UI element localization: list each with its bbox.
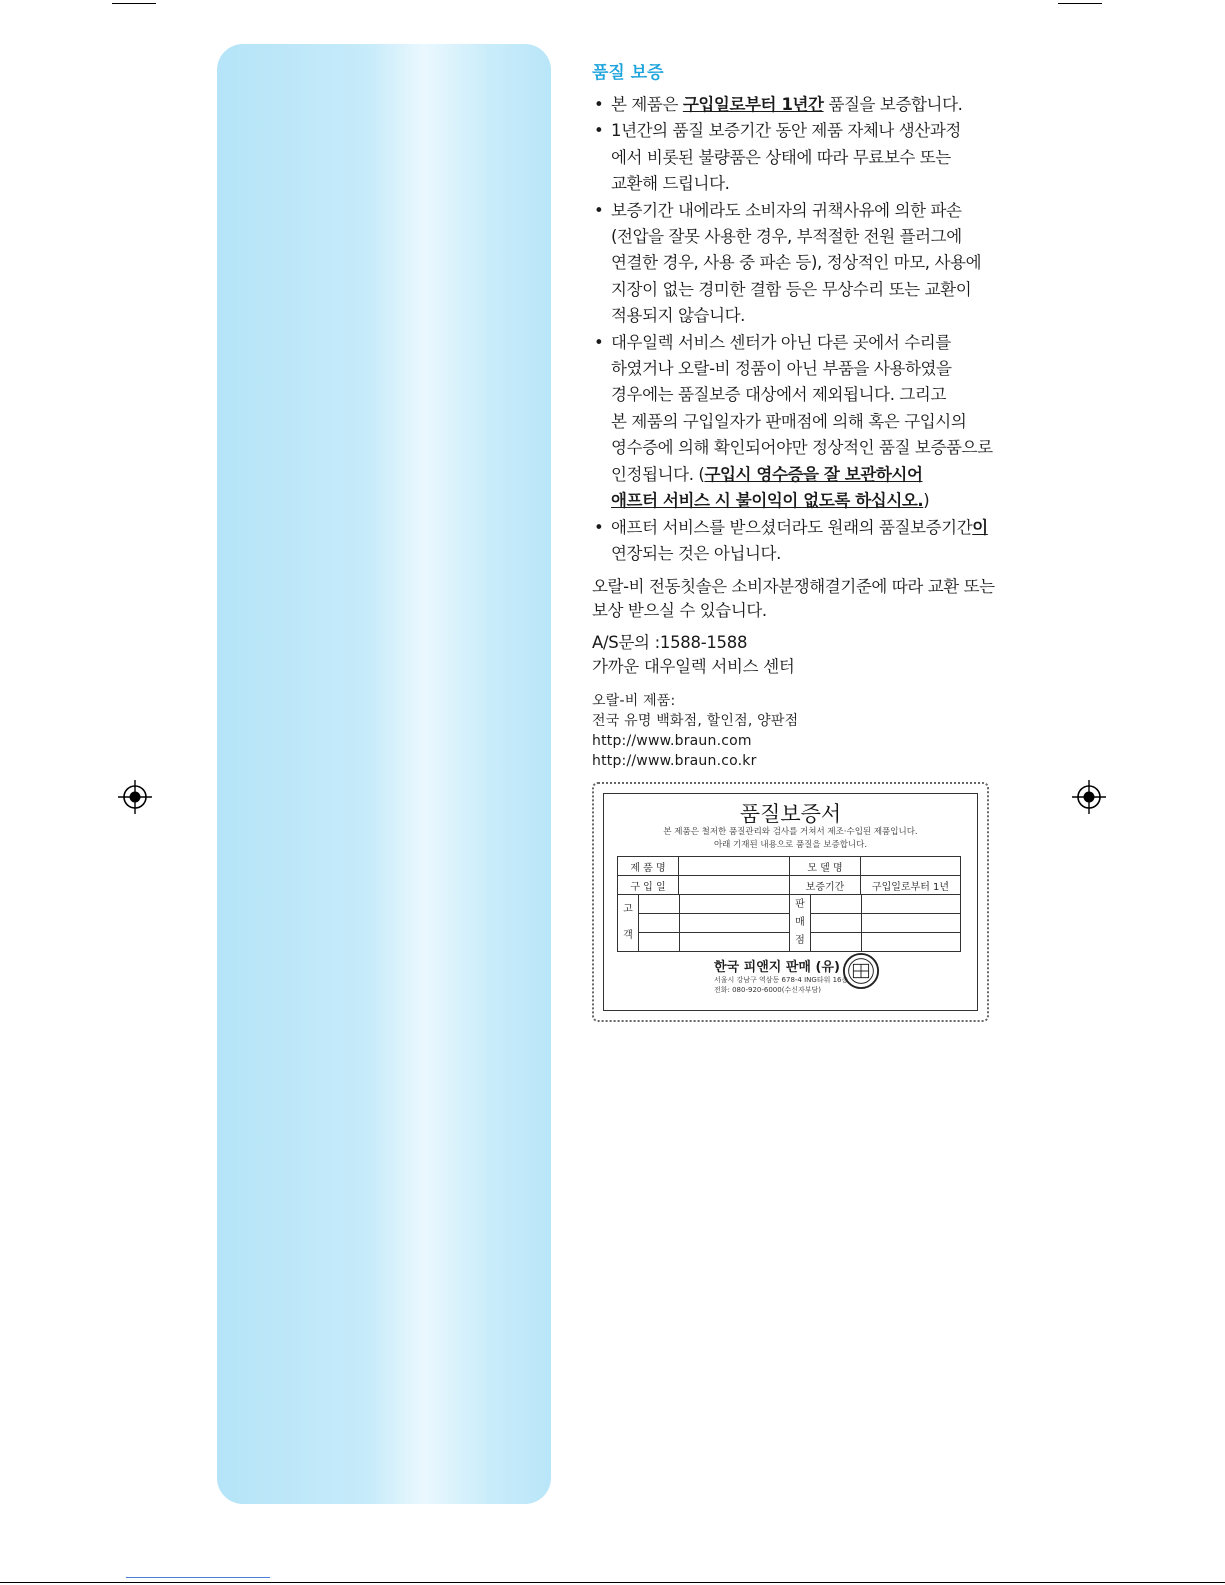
warranty-card-title: 품질보증서	[739, 802, 842, 826]
bullet-line	[611, 198, 1032, 224]
purchase-date-field[interactable]	[679, 876, 790, 895]
bullet-line	[611, 118, 1032, 144]
customer-field[interactable]	[639, 933, 680, 952]
warranty-bullet	[592, 330, 1032, 515]
service-center: 가까운 대우일렉 서비스 센터	[592, 657, 795, 677]
company-address: 서울시 강남구 역삼동 678-4 ING타워 16층	[714, 976, 849, 984]
customer-block	[618, 895, 790, 952]
exchange-note	[592, 575, 1032, 623]
exchange-note-line: 오랄-비 전동칫솔은 소비자분쟁해결기준에 따라 교환 또는	[592, 577, 995, 597]
dealer-block	[790, 895, 961, 952]
company-seal-icon	[842, 952, 880, 990]
crop-line-bottom	[0, 1582, 1225, 1583]
customer-label-char: 객	[623, 930, 633, 941]
dealer-field[interactable]	[862, 895, 961, 914]
customer-field[interactable]	[680, 933, 790, 952]
warranty-card-table	[617, 856, 961, 952]
bullet-line	[611, 382, 1032, 408]
model-field[interactable]	[861, 857, 961, 876]
bullet-line	[611, 92, 1032, 118]
bullet-line	[611, 250, 1032, 276]
dealer-label-char: 판	[795, 899, 805, 910]
table-row	[618, 857, 961, 876]
warranty-period-label: 보증기간	[790, 876, 861, 895]
bullet-text: 교환해 드립니다.	[611, 174, 730, 194]
bullet-line	[611, 409, 1032, 435]
customer-field[interactable]	[680, 914, 790, 933]
contact-info	[592, 631, 1032, 679]
warranty-bullet	[592, 92, 1032, 118]
products-heading: 오랄-비 제품:	[592, 693, 676, 710]
bullet-text: (전압을 잘못 사용한 경우, 부적절한 전원 플러그에	[611, 227, 962, 247]
warranty-card-subtitle: 본 제품은 철저한 품질관리와 검사를 거쳐서 제조·수입된 제품입니다.	[663, 827, 918, 837]
dealer-field[interactable]	[862, 914, 961, 933]
customer-label	[618, 895, 639, 951]
bullet-text: 영수증에 의해 확인되어야만 정상적인 품질 보증품으로	[611, 438, 993, 458]
table-row	[618, 895, 961, 952]
bullet-text: 적용되지 않습니다.	[611, 306, 746, 326]
crop-mark-top-right	[1058, 3, 1102, 4]
bullet-line	[611, 277, 1032, 303]
bullet-text: 본 제품은	[611, 95, 683, 114]
bullet-line	[611, 224, 1032, 250]
emphasis-text: 구입시 영수증을 잘 보관하시어	[704, 464, 923, 484]
emphasis-text: 구입일로부터 1년간	[682, 95, 824, 114]
table-row	[618, 876, 961, 895]
bullet-text: 품질을 보증합니다.	[823, 95, 963, 114]
dealer-label-char: 매	[795, 917, 805, 928]
bullet-text: 연장되는 것은 아닙니다.	[611, 543, 781, 563]
customer-field[interactable]	[639, 914, 680, 933]
bullet-line	[611, 488, 1032, 514]
bullet-text: 에서 비롯된 불량품은 상태에 따라 무료보수 또는	[611, 147, 951, 167]
braun-link[interactable]: http://www.braun.com	[592, 733, 752, 750]
dealer-field[interactable]	[811, 895, 862, 914]
braun-kr-link[interactable]: http://www.braun.co.kr	[592, 753, 757, 770]
bullet-text: 하였거나 오랄-비 정품이 아닌 부품을 사용하였을	[611, 359, 952, 379]
bullet-text: )	[923, 491, 930, 511]
crop-mark-top-left	[112, 3, 156, 4]
bullet-line	[611, 171, 1032, 197]
exchange-note-line: 보상 받으실 수 있습니다.	[592, 601, 767, 621]
product-info	[592, 691, 1032, 771]
bullet-line	[611, 541, 1032, 567]
bullet-line	[611, 462, 1032, 488]
customer-field[interactable]	[680, 895, 790, 914]
company-phone: 전화: 080-920-6000(수신자부담)	[714, 986, 821, 994]
warranty-card-subtitle: 아래 기재된 내용으로 품질을 보증합니다.	[713, 840, 868, 850]
bullet-line	[611, 356, 1032, 382]
retail-stores: 전국 유명 백화점, 할인점, 양판점	[592, 713, 799, 730]
warranty-bullet	[592, 118, 1032, 197]
customer-field[interactable]	[639, 895, 680, 914]
bullet-text: 연결한 경우, 사용 중 파손 등), 정상적인 마모, 사용에	[611, 253, 982, 273]
registration-mark-left-icon	[118, 780, 152, 814]
product-name-label: 제 품 명	[618, 857, 679, 876]
emphasis-text: 이	[972, 517, 988, 537]
registration-mark-right-icon	[1072, 780, 1106, 814]
bullet-text: 지장이 없는 경미한 결함 등은 무상수리 또는 교환이	[611, 279, 972, 299]
dealer-label-char: 점	[795, 935, 805, 946]
dealer-field[interactable]	[811, 914, 862, 933]
bullet-text: 경우에는 품질보증 대상에서 제외됩니다. 그리고	[611, 385, 947, 405]
bullet-text: 본 제품의 구입일자가 판매점에 의해 혹은 구입시의	[611, 411, 967, 431]
as-phone: A/S문의 :1588-1588	[592, 633, 748, 653]
product-name-field[interactable]	[679, 857, 790, 876]
company-name: 한국 피앤지 판매 (유)	[714, 960, 840, 975]
warranty-period-value: 구입일로부터 1년	[861, 876, 961, 895]
bullet-line	[611, 515, 1032, 541]
bullet-text: 보증기간 내에라도 소비자의 귀책사유에 의한 파손	[611, 200, 962, 220]
section-title: 품질 보증	[592, 63, 664, 83]
warranty-card-footer	[714, 956, 848, 995]
customer-label-char: 고	[623, 904, 633, 915]
bullet-text: 대우일렉 서비스 센터가 아닌 다른 곳에서 수리를	[611, 332, 951, 352]
warranty-bullet-list	[592, 92, 1032, 567]
bullet-text: 애프터 서비스를 받으셨더라도 원래의 품질보증기간	[611, 517, 973, 537]
dealer-field[interactable]	[862, 933, 961, 952]
side-panel	[217, 44, 551, 1504]
bullet-line	[611, 330, 1032, 356]
model-label: 모 델 명	[790, 857, 861, 876]
bullet-text: 인정됩니다. (	[611, 464, 705, 484]
warranty-content	[592, 62, 1032, 771]
bullet-text: 1년간의 품질 보증기간 동안 제품 자체나 생산과정	[611, 121, 961, 141]
emphasis-text: 애프터 서비스 시 불이익이 없도록 하십시오.	[611, 491, 924, 511]
warranty-bullet	[592, 198, 1032, 330]
warranty-card	[592, 782, 989, 1022]
dealer-label	[790, 895, 811, 951]
bullet-line	[611, 303, 1032, 329]
bullet-line	[611, 435, 1032, 461]
dealer-field[interactable]	[811, 933, 862, 952]
warranty-card-inner	[603, 793, 978, 1011]
crop-mark-bottom-blue	[126, 1577, 270, 1578]
purchase-date-label: 구 입 일	[618, 876, 679, 895]
bullet-line	[611, 145, 1032, 171]
warranty-bullet	[592, 515, 1032, 568]
